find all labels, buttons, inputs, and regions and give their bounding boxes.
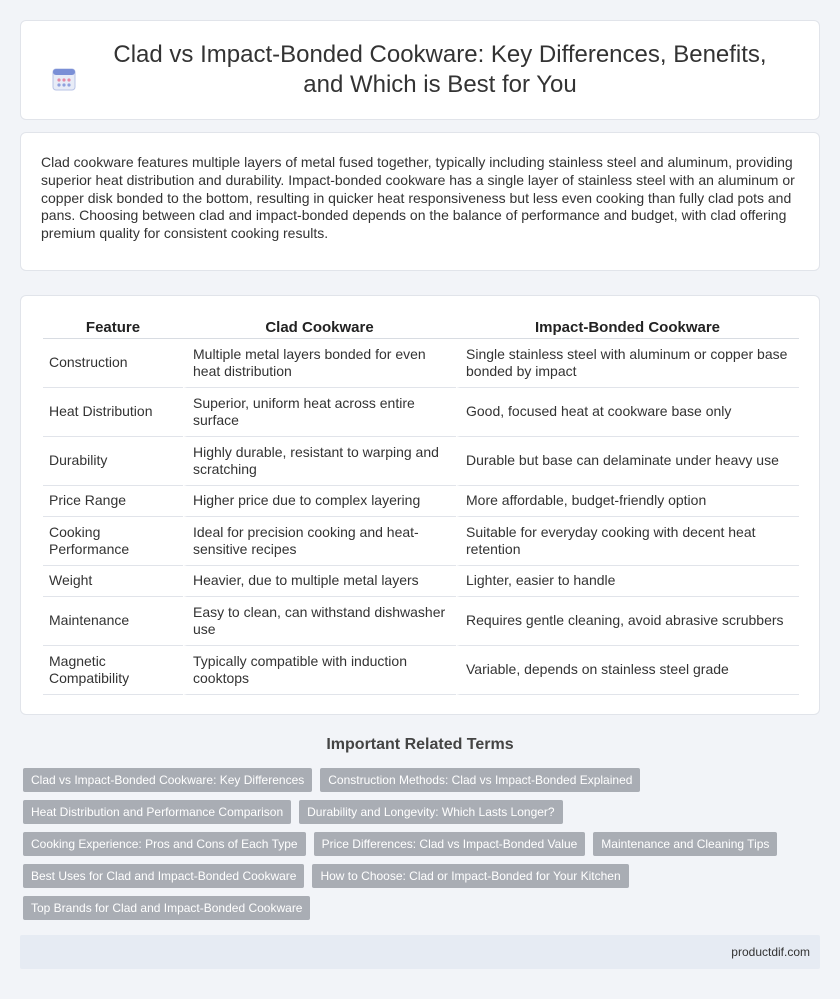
calendar-grid-icon <box>51 66 77 92</box>
related-tag[interactable]: Cooking Experience: Pros and Cons of Each Type <box>23 832 306 856</box>
related-tag[interactable]: Construction Methods: Clad vs Impact-Bonded Explained <box>320 768 640 792</box>
clad-cell: Typically compatible with induction cooktops <box>183 646 456 695</box>
clad-cell: Multiple metal layers bonded for even heat distribution <box>183 339 456 388</box>
related-terms-title: Important Related Terms <box>326 736 514 753</box>
feature-cell: Cooking Performance <box>43 517 183 566</box>
clad-cell: Easy to clean, can withstand dishwasher use <box>183 597 456 646</box>
impact-cell: Single stainless steel with aluminum or copper base bonded by impact <box>456 339 799 388</box>
clad-cell: Higher price due to complex layering <box>183 486 456 517</box>
feature-cell: Durability <box>43 437 183 486</box>
related-tag[interactable]: Durability and Longevity: Which Lasts Longer? <box>299 800 562 824</box>
comparison-table-card <box>20 295 820 715</box>
clad-cell: Ideal for precision cooking and heat-sensitive recipes <box>183 517 456 566</box>
feature-cell: Maintenance <box>43 597 183 646</box>
related-tag[interactable]: Best Uses for Clad and Impact-Bonded Cookware <box>23 864 304 888</box>
related-tag[interactable]: Price Differences: Clad vs Impact-Bonded Value <box>314 832 586 856</box>
tag-row <box>23 864 823 888</box>
table-row <box>43 388 799 437</box>
page-title: Clad vs Impact-Bonded Cookware: Key Differences, Benefits, and Which is Best for You <box>113 41 767 98</box>
clad-cell: Superior, uniform heat across entire surface <box>183 388 456 437</box>
tag-row <box>23 768 823 792</box>
impact-cell: Lighter, easier to handle <box>456 566 799 597</box>
feature-cell: Heat Distribution <box>43 388 183 437</box>
header-impact-bonded: Impact-Bonded Cookware <box>456 313 799 339</box>
intro-card <box>20 132 820 271</box>
table-row <box>43 566 799 597</box>
related-tag[interactable]: Maintenance and Cleaning Tips <box>593 832 777 856</box>
feature-cell: Price Range <box>43 486 183 517</box>
table-header-row <box>43 313 799 339</box>
header-feature: Feature <box>43 313 183 339</box>
feature-cell: Construction <box>43 339 183 388</box>
clad-cell: Heavier, due to multiple metal layers <box>183 566 456 597</box>
impact-cell: Variable, depends on stainless steel grade <box>456 646 799 695</box>
impact-cell: Suitable for everyday cooking with decent heat retention <box>456 517 799 566</box>
header-card <box>20 20 820 120</box>
table-row <box>43 339 799 388</box>
clad-cell: Highly durable, resistant to warping and scratching <box>183 437 456 486</box>
tag-row <box>23 896 823 920</box>
related-tag[interactable]: Heat Distribution and Performance Comparison <box>23 800 291 824</box>
related-tags <box>23 768 823 928</box>
table-row <box>43 437 799 486</box>
feature-cell: Weight <box>43 566 183 597</box>
table-row <box>43 646 799 695</box>
tag-row <box>23 800 823 824</box>
feature-cell: Magnetic Compatibility <box>43 646 183 695</box>
impact-cell: Good, focused heat at cookware base only <box>456 388 799 437</box>
header-clad: Clad Cookware <box>183 313 456 339</box>
intro-paragraph: Clad cookware features multiple layers of metal fused together, typically including stainless steel and aluminum, providing superior heat distribution and durability. Impact-bonded cookware has a single layer of stainless steel with an aluminum or copper disk bonded to the bottom, resulting in quicker heat responsiveness but less even cooking than fully clad pots and pans. Choosing between clad and impact-bonded depends on the balance of performance and budget, with clad offering premium quality for consistent cooking results. <box>41 154 795 242</box>
footer <box>20 935 820 969</box>
impact-cell: More affordable, budget-friendly option <box>456 486 799 517</box>
table-row <box>43 597 799 646</box>
tag-row <box>23 832 823 856</box>
comparison-table <box>43 313 799 695</box>
impact-cell: Requires gentle cleaning, avoid abrasive scrubbers <box>456 597 799 646</box>
related-tag[interactable]: How to Choose: Clad or Impact-Bonded for Your Kitchen <box>312 864 628 888</box>
table-row <box>43 517 799 566</box>
impact-cell: Durable but base can delaminate under heavy use <box>456 437 799 486</box>
table-row <box>43 486 799 517</box>
footer-site-name[interactable]: productdif.com <box>731 945 810 959</box>
related-tag[interactable]: Top Brands for Clad and Impact-Bonded Cookware <box>23 896 310 920</box>
related-tag[interactable]: Clad vs Impact-Bonded Cookware: Key Differences <box>23 768 312 792</box>
